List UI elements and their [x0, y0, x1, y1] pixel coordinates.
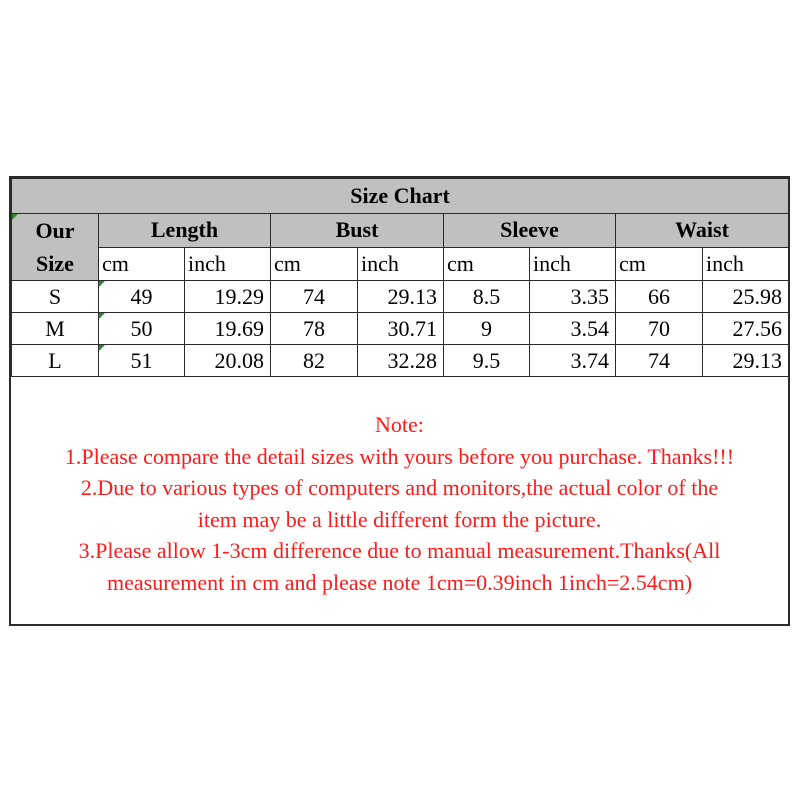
- unit-cell-waist-inch: inch: [703, 247, 789, 281]
- waist-header: Waist: [616, 214, 789, 248]
- table-row: [12, 345, 789, 377]
- value-cell: 3.35: [530, 281, 616, 313]
- table-row: [12, 313, 789, 345]
- value-cell: 51: [99, 345, 185, 377]
- value-cell: 29.13: [358, 281, 444, 313]
- unit-cell-waist-cm: cm: [616, 247, 703, 281]
- value-cell: 9: [444, 313, 530, 345]
- our-size-header: [12, 214, 99, 281]
- note-line: 3.Please allow 1-3cm difference due to manual measurement.Thanks(All: [78, 538, 721, 563]
- value-cell: 74: [616, 345, 703, 377]
- value-cell: 8.5: [444, 281, 530, 313]
- bust-header: Bust: [271, 214, 444, 248]
- value-cell: 30.71: [358, 313, 444, 345]
- value-cell: 82: [271, 345, 358, 377]
- unit-cell-sleeve-cm: cm: [444, 247, 530, 281]
- value-cell: 3.54: [530, 313, 616, 345]
- value-cell: 49: [99, 281, 185, 313]
- sleeve-header: Sleeve: [444, 214, 616, 248]
- value-cell: 9.5: [444, 345, 530, 377]
- size-label-s: S: [12, 281, 99, 313]
- value-cell: 70: [616, 313, 703, 345]
- value-cell: 29.13: [703, 345, 789, 377]
- unit-cell-bust-inch: inch: [358, 247, 444, 281]
- value-cell: 50: [99, 313, 185, 345]
- value-cell: 74: [271, 281, 358, 313]
- unit-cell-length-cm: cm: [99, 247, 185, 281]
- value-cell: 25.98: [703, 281, 789, 313]
- value-cell: 66: [616, 281, 703, 313]
- unit-cell-sleeve-inch: inch: [530, 247, 616, 281]
- our-size-header-line-1: Our: [35, 218, 75, 243]
- value-cell: 32.28: [358, 345, 444, 377]
- group-header-row: [12, 214, 789, 248]
- value-cell: 78: [271, 313, 358, 345]
- table-title: Size Chart: [12, 179, 789, 214]
- unit-cell-length-inch: inch: [185, 247, 271, 281]
- size-chart-sheet: [9, 176, 790, 626]
- note-line: 2.Due to various types of computers and monitors,the actual color of the: [80, 475, 719, 500]
- table-row: [12, 281, 789, 313]
- unit-cell-bust-cm: cm: [271, 247, 358, 281]
- title-row: [12, 179, 789, 214]
- note-line: item may be a little different form the picture.: [197, 506, 602, 532]
- size-chart-table: [11, 178, 789, 377]
- value-cell: 27.56: [703, 313, 789, 345]
- our-size-header-line-2: Size: [36, 251, 74, 276]
- value-cell: 20.08: [185, 345, 271, 377]
- notes-box: [11, 378, 788, 624]
- note-line: measurement in cm and please note 1cm=0.39inch 1inch=2.54cm): [106, 569, 693, 595]
- value-cell: 19.69: [185, 313, 271, 345]
- size-label-l: L: [12, 345, 99, 377]
- value-cell: 19.29: [185, 281, 271, 313]
- size-label-m: M: [12, 313, 99, 345]
- length-header: Length: [99, 214, 271, 248]
- note-line: 1.Please compare the detail sizes with yours before you purchase. Thanks!!!: [64, 443, 735, 469]
- value-cell: 3.74: [530, 345, 616, 377]
- notes-heading: Note:: [375, 412, 424, 437]
- unit-header-row: [12, 247, 789, 281]
